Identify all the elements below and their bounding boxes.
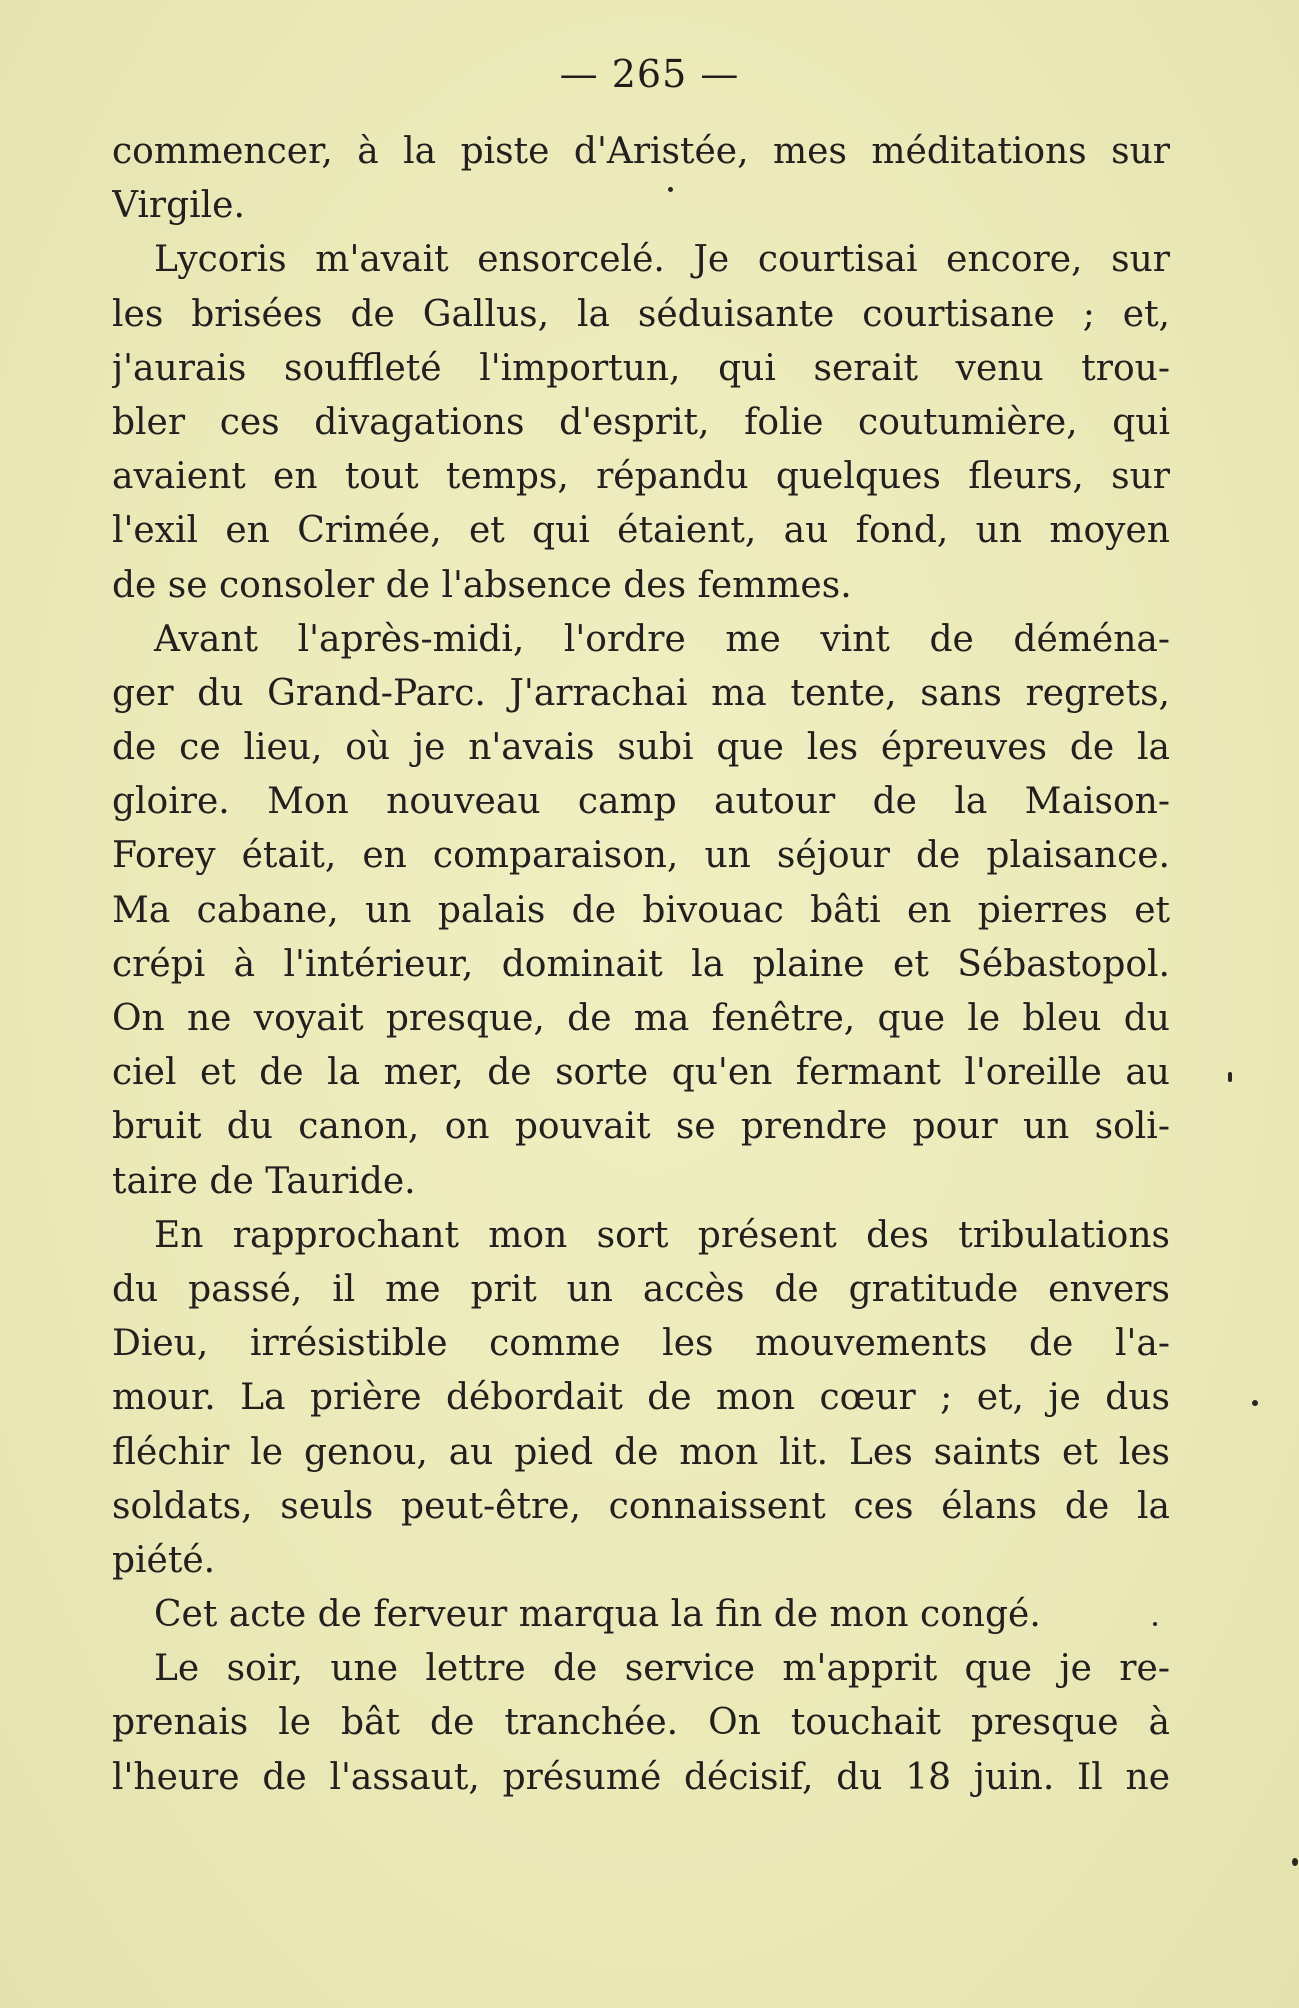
- text-line: bler ces divagations d'esprit, folie coutumière, qui: [112, 401, 1170, 443]
- text-line: ger du Grand-Parc. J'arrachai ma tente, sans regrets,: [112, 672, 1170, 714]
- text-line: de se consoler de l'absence des femmes.: [112, 564, 852, 606]
- text-line: Virgile.: [112, 185, 245, 227]
- text-line: bruit du canon, on pouvait se prendre pour un soli-: [112, 1106, 1170, 1148]
- text-line: En rapprochant mon sort présent des tribulations: [154, 1214, 1170, 1256]
- text-line: soldats, seuls peut-être, connaissent ces élans de la: [112, 1485, 1170, 1527]
- ink-speck: [1228, 1072, 1232, 1082]
- page-number: — 265 —: [559, 52, 740, 96]
- text-line: les brisées de Gallus, la séduisante courtisane ; et,: [112, 293, 1170, 335]
- text-line: Avant l'après-midi, l'ordre me vint de déména-: [154, 618, 1170, 660]
- text-line: Le soir, une lettre de service m'apprit que je re-: [154, 1648, 1170, 1690]
- text-line: On ne voyait presque, de ma fenêtre, que le bleu du: [112, 998, 1170, 1039]
- ink-speck: [1252, 1400, 1258, 1406]
- text-line: avaient en tout temps, répandu quelques fleurs, sur: [112, 456, 1170, 498]
- text-line: mour. La prière débordait de mon cœur ; et, je dus: [112, 1377, 1170, 1419]
- text-line: taire de Tauride.: [112, 1160, 416, 1202]
- text-line: piété.: [112, 1539, 216, 1581]
- text-line: du passé, il me prit un accès de gratitude envers: [112, 1268, 1170, 1310]
- text-line: de ce lieu, où je n'avais subi que les épreuves de la: [112, 727, 1170, 769]
- ink-speck: [668, 187, 673, 192]
- text-line: crépi à l'intérieur, dominait la plaine et Sébastopol.: [112, 943, 1170, 985]
- text-line: Dieu, irrésistible comme les mouvements de l'a-: [112, 1323, 1170, 1365]
- text-line: j'aurais souffleté l'importun, qui serait venu trou-: [112, 347, 1170, 389]
- text-line: prenais le bât de tranchée. On touchait presque à: [112, 1702, 1170, 1744]
- text-line: gloire. Mon nouveau camp autour de la Maison-: [112, 781, 1170, 823]
- text-line: Cet acte de ferveur marqua la fin de mon congé.: [154, 1594, 1041, 1636]
- text-line: commencer, à la piste d'Aristée, mes méditations sur: [112, 131, 1170, 172]
- ink-speck: [1292, 1858, 1298, 1866]
- text-line: l'exil en Crimée, et qui étaient, au fond, un moyen: [112, 510, 1170, 552]
- text-line: Lycoris m'avait ensorcelé. Je courtisai encore, sur: [154, 239, 1170, 281]
- text-line: ciel et de la mer, de sorte qu'en fermant l'oreille au: [112, 1052, 1170, 1094]
- text-line: l'heure de l'assaut, présumé décisif, du 18 juin. Il ne: [112, 1756, 1170, 1798]
- ink-speck: [1153, 1622, 1157, 1626]
- body-text: [112, 125, 1170, 1805]
- text-line: Ma cabane, un palais de bivouac bâti en pierres et: [112, 889, 1170, 931]
- text-line: Forey était, en comparaison, un séjour de plaisance.: [112, 835, 1170, 877]
- text-line: fléchir le genou, au pied de mon lit. Les saints et les: [112, 1431, 1170, 1473]
